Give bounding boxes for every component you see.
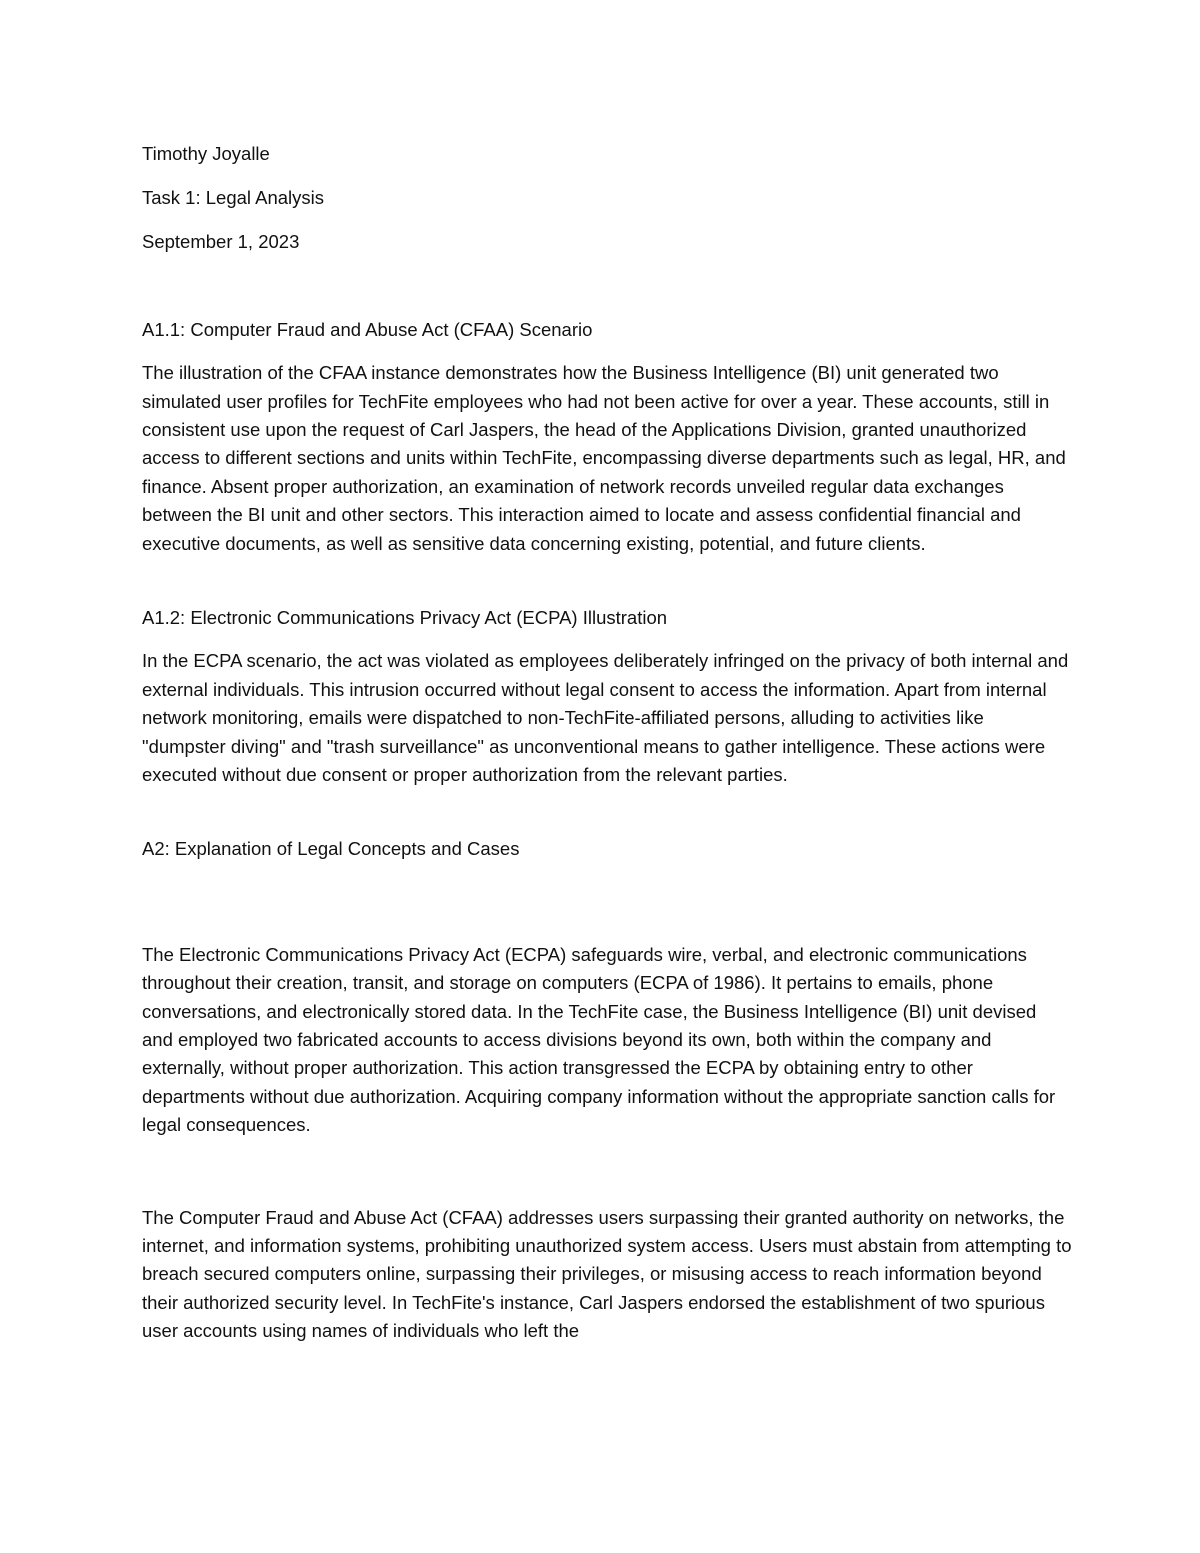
paragraph-ecpa-illustration: In the ECPA scenario, the act was violated as employees deliberately infringed on the privacy of both internal and external individuals. This intrusion occurred without legal consent to access the information. Apart from internal network monitoring, emails were dispatched to non-TechFite-affiliated persons, alluding to activities like "dumpster diving" and "trash surveillance" as unconventional means to gather intelligence. These actions were executed without due consent or proper authorization from the relevant parties.: [142, 650, 1069, 785]
task-title: Task 1: Legal Analysis: [142, 186, 325, 208]
paragraph-cfaa-explanation: The Computer Fraud and Abuse Act (CFAA) addresses users surpassing their granted authority on networks, the internet, and information systems, prohibiting unauthorized system access. Users must abstain from attempting to breach secured computers online, surpassing their privileges, or misusing access to reach information beyond their authorized security level. In TechFite's instance, Carl Jaspers endorsed the establishment of two spurious user accounts using names of individuals who left the: [142, 1206, 1072, 1342]
paragraph-ecpa-explanation: The Electronic Communications Privacy Act (ECPA) safeguards wire, verbal, and electronic communications throughout their creation, transit, and storage on computers (ECPA of 1986). It pertains to emails, phone conversations, and electronically stored data. In the TechFite case, the Business Intelligence (BI) unit devised and employed two fabricated accounts to access divisions beyond its own, both within the company and externally, without proper authorization. This action transgressed the ECPA by obtaining entry to other departments without due authorization. Acquiring company information without the appropriate sanction calls for legal consequences.: [142, 943, 1056, 1136]
paragraph-cfaa-scenario: The illustration of the CFAA instance demonstrates how the Business Intelligence (BI) unit generated two simulated user profiles for TechFite employees who had not been active for over a year. These accounts, still in consistent use upon the request of Carl Jaspers, the head of the Applications Division, granted unauthorized access to different sections and units within TechFite, encompassing diverse departments such as legal, HR, and finance. Absent proper authorization, an examination of network records unveiled regular data exchanges between the BI unit and other sectors. This interaction aimed to locate and assess confidential financial and executive documents, as well as sensitive data concerning existing, potential, and future clients.: [142, 362, 1066, 554]
section-heading-cfaa-scenario: A1.1: Computer Fraud and Abuse Act (CFAA) Scenario: [142, 318, 593, 340]
author-name: Timothy Joyalle: [142, 143, 270, 164]
document-date: September 1, 2023: [142, 230, 300, 252]
section-heading-legal-concepts: A2: Explanation of Legal Concepts and Cases: [142, 838, 520, 860]
document-body: [142, 140, 1072, 1346]
section-heading-ecpa-illustration: A1.2: Electronic Communications Privacy Act (ECPA) Illustration: [142, 606, 668, 628]
